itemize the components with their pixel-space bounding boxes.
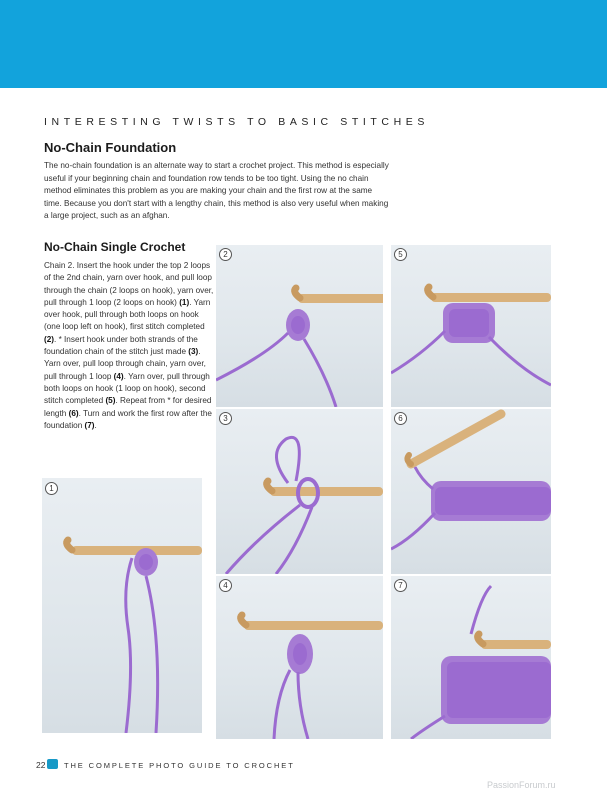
step-number-badge: 6: [394, 412, 407, 425]
crochet-photo-illustration: [216, 576, 383, 739]
watermark: PassionForum.ru: [487, 780, 556, 790]
step-ref: (1): [179, 297, 190, 307]
book-title: THE COMPLETE PHOTO GUIDE TO CROCHET: [64, 761, 295, 770]
crochet-photo-illustration: [216, 245, 383, 407]
crochet-photo-illustration: [391, 245, 551, 407]
crochet-photo-illustration: [216, 409, 383, 574]
step-text: . Turn and work the first row after the foundation: [44, 408, 212, 430]
step-photo-5: [391, 245, 551, 407]
page-number: 22: [36, 760, 46, 770]
step-ref: (3): [188, 347, 199, 357]
step-text: . Yarn over, pull through both loops on hook (1 loop on hook), second stitch completed: [44, 371, 210, 406]
step-text: . * Insert hook under both strands of the foundation chain of the stitch just made: [44, 334, 198, 357]
step-photo-6: [391, 409, 551, 574]
crochet-photo-illustration: [42, 478, 202, 733]
step-text: .: [94, 420, 97, 430]
top-color-band: [0, 0, 607, 88]
step-ref: (2): [44, 334, 55, 344]
step-photo-3: [216, 409, 383, 574]
step-text: . Yarn over, pull loop through chain, yarn over, pull through 1 loop: [44, 347, 206, 381]
step-text: Chain 2. Insert the hook under the top 2 loops of the 2nd chain, yarn over hook, and pull loop through the chain (2 loops on hook), yarn over, pull through 1 loop (2 loops on hook): [44, 261, 214, 307]
step-ref: (5): [105, 396, 116, 406]
foundation-title: No-Chain Foundation: [44, 140, 177, 155]
step-number-badge: 3: [219, 412, 232, 425]
crochet-photo-illustration: [391, 409, 551, 574]
crochet-photo-illustration: [391, 576, 551, 739]
step-number-badge: 5: [394, 248, 407, 261]
step-ref: (4): [113, 371, 124, 381]
single-crochet-title: No-Chain Single Crochet: [44, 240, 186, 254]
step-photo-7: [391, 576, 551, 739]
step-photo-4: [216, 576, 383, 739]
step-photo-2: [216, 245, 383, 407]
step-ref: (7): [84, 420, 95, 430]
step-text: . Repeat from * for desired length: [44, 396, 212, 418]
single-crochet-steps: [44, 260, 214, 432]
foundation-body: The no-chain foundation is an alternate way to start a crochet project. This method is especially useful if your beginning chain and foundation row tends to be too tight. Using the no chain method eliminates this problem as you are making your chain and the first row at the same time. Because you don't start with a lengthy chain, this method is also very useful when making a large project, such as an afghan.: [44, 161, 389, 221]
step-number-badge: 2: [219, 248, 232, 261]
step-ref: (6): [68, 408, 79, 418]
section-heading: INTERESTING TWISTS TO BASIC STITCHES: [44, 116, 429, 128]
step-number-badge: 7: [394, 579, 407, 592]
step-photo-1: [42, 478, 202, 733]
book-logo-icon: [47, 759, 58, 769]
step-text: . Yarn over hook, pull through both loops on hook (one loop left on hook), first stitch completed: [44, 297, 211, 332]
step-number-badge: 4: [219, 579, 232, 592]
step-number-badge: 1: [45, 482, 58, 495]
